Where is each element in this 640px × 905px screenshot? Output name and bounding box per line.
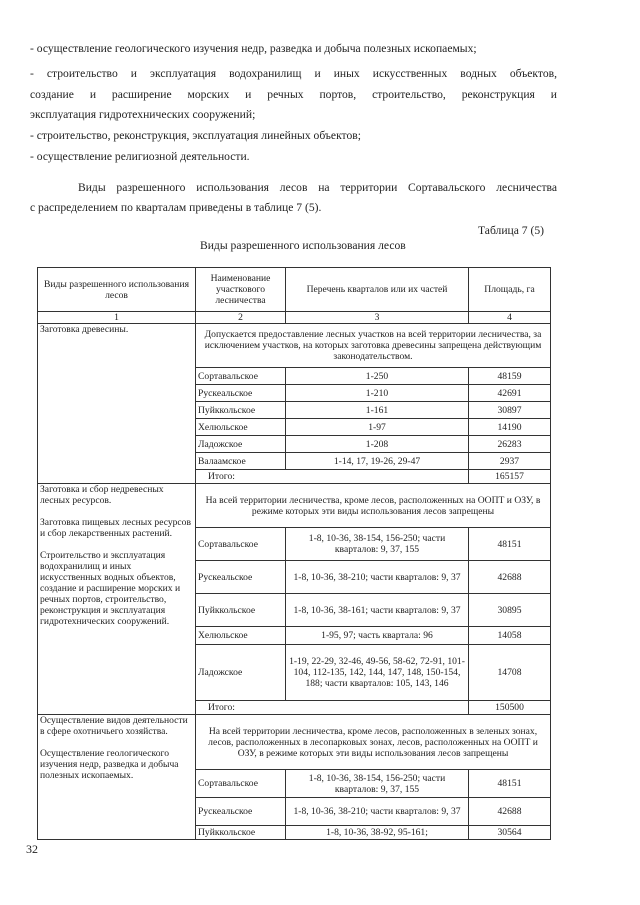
table-label: Таблица 7 (5): [478, 224, 545, 237]
quarters-cell: 1-8, 10-36, 38-92, 95-161;: [286, 826, 469, 840]
use-type-item: Осуществление геологического изучения недр, разведка и добыча полезных ископаемых.: [40, 748, 179, 781]
forestry-name: Рускеальское: [196, 385, 286, 402]
col-number: 2: [196, 312, 286, 324]
intro-line-3: создание и расширение морских и речных портов, строительство, реконструкция и: [30, 88, 557, 101]
use-type-item: Осуществление видов деятельности в сфере охотничьего хозяйства.: [40, 715, 188, 737]
quarters-cell: 1-95, 97; часть квартала: 96: [286, 627, 469, 645]
forestry-name: Пуйккольское: [196, 594, 286, 627]
intro-line-5: - строительство, реконструкция, эксплуатация линейных объектов;: [30, 129, 361, 142]
header-row: [38, 268, 551, 312]
area-cell: 26283: [469, 436, 551, 453]
area-cell: 42688: [469, 798, 551, 826]
quarters-cell: 1-14, 17, 19-26, 29-47: [286, 453, 469, 470]
table-row: [38, 324, 551, 368]
forestry-name: Сортавальское: [196, 770, 286, 798]
header-forestry: Наименование участкового лесничества: [196, 268, 286, 312]
quarters-cell: 1-8, 10-36, 38-154, 156-250; части кварталов: 9, 37, 155: [286, 528, 469, 561]
total-value: 150500: [469, 701, 551, 715]
table-row: [38, 715, 551, 770]
col-number: 1: [38, 312, 196, 324]
col-number: 4: [469, 312, 551, 324]
table-title: Виды разрешенного использования лесов: [200, 239, 406, 252]
forestry-name: Сортавальское: [196, 528, 286, 561]
use-type-item: Заготовка и сбор недревесных лесных ресурсов.: [40, 484, 164, 506]
quarters-cell: 1-8, 10-36, 38-161; части кварталов: 9, 37: [286, 594, 469, 627]
area-cell: 30895: [469, 594, 551, 627]
col-number: 3: [286, 312, 469, 324]
use-type-cell: [38, 484, 196, 715]
page-number: 32: [26, 842, 38, 856]
area-cell: 14058: [469, 627, 551, 645]
forestry-name: Пуйккольское: [196, 826, 286, 840]
quarters-cell: 1-8, 10-36, 38-210; части кварталов: 9, 37: [286, 561, 469, 594]
forestry-name: Хелюльское: [196, 627, 286, 645]
quarters-cell: 1-250: [286, 368, 469, 385]
area-cell: 14190: [469, 419, 551, 436]
total-value: 165157: [469, 470, 551, 484]
group-note: На всей территории лесничества, кроме лесов, расположенных в зеленых зонах, лесов, расположенных в лесопарковых зонах, лесов, расположенных на ООПТ и ОЗУ, в режиме которых эти виды использования лесов запрещены: [196, 715, 551, 770]
intro-paragraph-line-1: Виды разрешенного использования лесов на территории Сортавальского лесничества: [78, 181, 557, 194]
intro-line-6: - осуществление религиозной деятельности.: [30, 150, 250, 163]
area-cell: 30897: [469, 402, 551, 419]
intro-line-4: эксплуатация гидротехнических сооружений;: [30, 108, 256, 121]
quarters-cell: 1-8, 10-36, 38-154, 156-250; части кварталов: 9, 37, 155: [286, 770, 469, 798]
area-cell: 48151: [469, 528, 551, 561]
area-cell: 14708: [469, 645, 551, 701]
use-type-cell: Заготовка древесины.: [38, 324, 196, 484]
use-type-item: Заготовка пищевых лесных ресурсов и сбор лекарственных растений.: [40, 517, 192, 539]
total-label: Итого:: [196, 701, 469, 715]
forestry-name: Пуйккольское: [196, 402, 286, 419]
header-quarters: Перечень кварталов или их частей: [286, 268, 469, 312]
use-type-cell: [38, 715, 196, 840]
forestry-name: Хелюльское: [196, 419, 286, 436]
quarters-cell: 1-210: [286, 385, 469, 402]
group-note: На всей территории лесничества, кроме лесов, расположенных на ООПТ и ОЗУ, в режиме которых эти виды использования лесов запрещены: [196, 484, 551, 528]
forestry-name: Сортавальское: [196, 368, 286, 385]
quarters-cell: 1-8, 10-36, 38-210; части кварталов: 9, 37: [286, 798, 469, 826]
area-cell: 30564: [469, 826, 551, 840]
forestry-name: Рускеальское: [196, 561, 286, 594]
quarters-cell: 1-208: [286, 436, 469, 453]
intro-paragraph-line-2: с распределением по кварталам приведены в таблице 7 (5).: [30, 201, 322, 214]
group-note: Допускается предоставление лесных участков на всей территории лесничества, за исключением участков, на которых заготовка древесины запрещена действующим законодательством.: [196, 324, 551, 368]
forestry-name: Валаамское: [196, 453, 286, 470]
forestry-name: Рускеальское: [196, 798, 286, 826]
area-cell: 48151: [469, 770, 551, 798]
table-row: [38, 484, 551, 528]
forest-use-table: [37, 267, 551, 840]
use-type-item: Строительство и эксплуатация водохранилищ и иных искусственных водных объектов, создание и расширение морских и речных портов, строительство, реконструкция и эксплуатация гидротехнических сооружений.: [40, 550, 181, 627]
header-area: Площадь, га: [469, 268, 551, 312]
forestry-name: Ладожское: [196, 645, 286, 701]
intro-line-2: - строительство и эксплуатация водохранилищ и иных искусственных водных объектов,: [30, 67, 557, 80]
area-cell: 42691: [469, 385, 551, 402]
forestry-name: Ладожское: [196, 436, 286, 453]
area-cell: 42688: [469, 561, 551, 594]
header-use: Виды разрешенного использования лесов: [38, 268, 196, 312]
quarters-cell: 1-97: [286, 419, 469, 436]
quarters-cell: 1-19, 22-29, 32-46, 49-56, 58-62, 72-91, 101-104, 112-135, 142, 144, 147, 148, 150-154, 188; части кварталов: 105, 143, 146: [286, 645, 469, 701]
intro-line-1: - осуществление геологического изучения недр, разведка и добыча полезных ископаемых;: [30, 42, 477, 55]
column-number-row: [38, 312, 551, 324]
total-label: Итого:: [196, 470, 469, 484]
quarters-cell: 1-161: [286, 402, 469, 419]
area-cell: 48159: [469, 368, 551, 385]
area-cell: 2937: [469, 453, 551, 470]
